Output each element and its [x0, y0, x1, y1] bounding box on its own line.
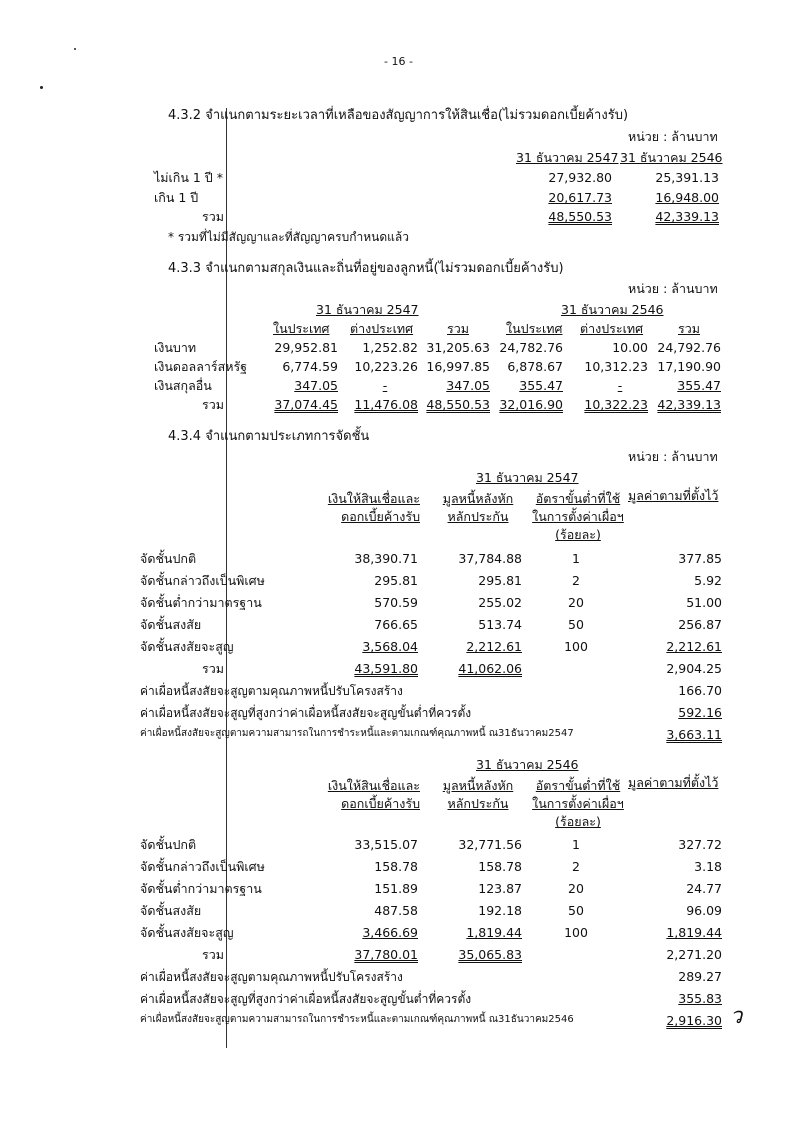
- cell-value: 31,205.63: [426, 340, 490, 355]
- cell-value: 10,223.26: [354, 359, 418, 374]
- cell-value: 1: [572, 837, 580, 852]
- cell-value: -: [382, 378, 388, 393]
- allowance-total-value: 3,663.11: [666, 727, 722, 742]
- row-label: จัดชั้นต่ำกว่ามาตรฐาน: [140, 881, 262, 896]
- cell-value: 255.02: [478, 595, 522, 610]
- cell-value: 27,932.80: [548, 170, 612, 185]
- cell-value: 38,390.71: [354, 551, 418, 566]
- total-label: รวม: [202, 661, 224, 676]
- row-label: จัดชั้นปกติ: [140, 551, 197, 566]
- allowance-label: ค่าเผื่อหนี้สงสัยจะสูญตามความสามารถในการชำระหนี้และตามเกณฑ์คุณภาพหนี้ ณ31ธันวาคม2546: [140, 1014, 574, 1025]
- allowance-label: ค่าเผื่อหนี้สงสัยจะสูญที่สูงกว่าค่าเผื่อหนี้สงสัยจะสูญขั้นต่ำที่ควรตั้ง: [140, 706, 472, 720]
- section-4-3-4-title: 4.3.4 จำแนกตามประเภทการจัดชั้น: [168, 429, 370, 444]
- cell-value: 355.47: [677, 378, 721, 393]
- cell-value: 570.59: [374, 595, 418, 610]
- row-label: เงินสกุลอื่น: [154, 378, 212, 393]
- cell-value: 295.81: [374, 573, 418, 588]
- column-header-rate: อัตราขั้นต่ำที่ใช้ในการตั้งค่าเผื่อฯ (ร้อยละ): [532, 491, 624, 543]
- cell-value: 158.78: [478, 859, 522, 874]
- subheader-foreign: ต่างประเทศ: [350, 321, 414, 336]
- cell-value: 37,784.88: [458, 551, 522, 566]
- total-value: 10,322.23: [584, 397, 648, 412]
- total-label: รวม: [202, 947, 224, 962]
- cell-value: 100: [564, 639, 588, 654]
- row-label: จัดชั้นปกติ: [140, 837, 197, 852]
- column-header-loans: เงินให้สินเชื่อและดอกเบี้ยค้างรับ: [327, 778, 420, 812]
- cell-value: -: [617, 378, 623, 393]
- cell-value: 158.78: [374, 859, 418, 874]
- section-4-3-2-title: 4.3.2 จำแนกตามระยะเวลาที่เหลือของสัญญาการให้สินเชื่อ(ไม่รวมดอกเบี้ยค้างรับ): [168, 108, 629, 123]
- total-value: 43,591.80: [354, 661, 418, 676]
- allowance-total-value: 2,916.30: [666, 1013, 722, 1028]
- column-header-2546: 31 ธันวาคม 2546: [620, 150, 723, 165]
- total-value: 42,339.13: [657, 397, 721, 412]
- allowance-value: 166.70: [678, 683, 722, 698]
- total-value: 2,271.20: [666, 947, 722, 962]
- cell-value: 50: [568, 617, 584, 632]
- cell-value: 295.81: [478, 573, 522, 588]
- allowance-label: ค่าเผื่อหนี้สงสัยจะสูญตามความสามารถในการชำระหนี้และตามเกณฑ์คุณภาพหนี้ ณ31ธันวาคม2547: [140, 728, 574, 739]
- total-value: 37,780.01: [354, 947, 418, 962]
- scan-dot: [40, 86, 43, 89]
- cell-value: 16,948.00: [655, 190, 719, 205]
- scan-dot: [74, 48, 76, 50]
- row-label: เงินบาท: [154, 340, 197, 355]
- column-header-2547: 31 ธันวาคม 2547: [516, 150, 619, 165]
- column-header-set: มูลค่าตามที่ตั้งไว้: [628, 488, 719, 503]
- cell-value: 256.87: [678, 617, 722, 632]
- subheader-domestic: ในประเทศ: [506, 321, 563, 336]
- cell-value: 151.89: [374, 881, 418, 896]
- cell-value: 347.05: [294, 378, 338, 393]
- cell-value: 32,771.56: [458, 837, 522, 852]
- cell-value: 6,878.67: [507, 359, 563, 374]
- footnote: * รวมที่ไม่มีสัญญาและที่สัญญาครบกำหนดแล้ว: [168, 230, 409, 244]
- cell-value: 1,252.82: [362, 340, 418, 355]
- cell-value: 24.77: [686, 881, 722, 896]
- cell-value: 327.72: [678, 837, 722, 852]
- cell-value: 10.00: [612, 340, 648, 355]
- cell-value: 3.18: [694, 859, 722, 874]
- allowance-label: ค่าเผื่อหนี้สงสัยจะสูญตามคุณภาพหนี้ปรับโครงสร้าง: [140, 684, 403, 698]
- cell-value: 10,312.23: [584, 359, 648, 374]
- total-value: 48,550.53: [426, 397, 490, 412]
- cell-value: 16,997.85: [426, 359, 490, 374]
- total-value: 11,476.08: [354, 397, 418, 412]
- cell-value: 192.18: [478, 903, 522, 918]
- year-header-2547: 31 ธันวาคม 2547: [476, 470, 579, 485]
- cell-value: 1,819.44: [466, 925, 522, 940]
- total-value: 2,904.25: [666, 661, 722, 676]
- cell-value: 24,792.76: [657, 340, 721, 355]
- column-header-rate: อัตราขั้นต่ำที่ใช้ในการตั้งค่าเผื่อฯ (ร้อยละ): [532, 778, 624, 830]
- column-header-net: มูลหนี้หลังหักหลักประกัน: [442, 491, 514, 525]
- section-4-3-3-title: 4.3.3 จำแนกตามสกุลเงินและถิ่นที่อยู่ของลูกหนี้(ไม่รวมดอกเบี้ยค้างรับ): [168, 261, 564, 276]
- cell-value: 25,391.13: [655, 170, 719, 185]
- unit-label: หน่วย : ล้านบาท: [628, 129, 718, 144]
- column-header-set: มูลค่าตามที่ตั้งไว้: [628, 775, 719, 790]
- cell-value: 1,819.44: [666, 925, 722, 940]
- cell-value: 2: [572, 573, 580, 588]
- cell-value: 20,617.73: [548, 190, 612, 205]
- row-label: จัดชั้นสงสัย: [140, 617, 202, 632]
- cell-value: 29,952.81: [274, 340, 338, 355]
- row-label: จัดชั้นสงสัยจะสูญ: [140, 639, 234, 654]
- column-header-loans: เงินให้สินเชื่อและดอกเบี้ยค้างรับ: [327, 491, 420, 525]
- total-value: 32,016.90: [499, 397, 563, 412]
- handwritten-initials: ว: [730, 1004, 743, 1029]
- cell-value: 513.74: [478, 617, 522, 632]
- allowance-value: 355.83: [678, 991, 722, 1006]
- unit-label: หน่วย : ล้านบาท: [628, 281, 718, 296]
- cell-value: 20: [568, 595, 584, 610]
- row-label: ไม่เกิน 1 ปี *: [154, 170, 223, 185]
- total-value: 48,550.53: [548, 209, 612, 224]
- cell-value: 123.87: [478, 881, 522, 896]
- cell-value: 2: [572, 859, 580, 874]
- page-number: - 16 -: [384, 55, 413, 68]
- cell-value: 347.05: [446, 378, 490, 393]
- unit-label: หน่วย : ล้านบาท: [628, 449, 718, 464]
- allowance-value: 289.27: [678, 969, 722, 984]
- row-label: จัดชั้นสงสัยจะสูญ: [140, 925, 234, 940]
- subheader-domestic: ในประเทศ: [273, 321, 330, 336]
- cell-value: 3,568.04: [362, 639, 418, 654]
- subheader-total: รวม: [447, 321, 469, 336]
- row-label: จัดชั้นกล่าวถึงเป็นพิเศษ: [140, 573, 265, 588]
- total-value: 42,339.13: [655, 209, 719, 224]
- allowance-value: 592.16: [678, 705, 722, 720]
- total-value: 41,062.06: [458, 661, 522, 676]
- row-label: เงินดอลลาร์สหรัฐ: [154, 359, 248, 374]
- cell-value: 2,212.61: [666, 639, 722, 654]
- cell-value: 3,466.69: [362, 925, 418, 940]
- row-label: เกิน 1 ปี: [154, 190, 199, 205]
- subheader-foreign: ต่างประเทศ: [580, 321, 644, 336]
- cell-value: 17,190.90: [657, 359, 721, 374]
- allowance-label: ค่าเผื่อหนี้สงสัยจะสูญที่สูงกว่าค่าเผื่อหนี้สงสัยจะสูญขั้นต่ำที่ควรตั้ง: [140, 992, 472, 1006]
- cell-value: 33,515.07: [354, 837, 418, 852]
- cell-value: 355.47: [519, 378, 563, 393]
- cell-value: 6,774.59: [282, 359, 338, 374]
- cell-value: 2,212.61: [466, 639, 522, 654]
- total-label: รวม: [202, 209, 224, 224]
- cell-value: 51.00: [686, 595, 722, 610]
- total-value: 35,065.83: [458, 947, 522, 962]
- cell-value: 5.92: [694, 573, 722, 588]
- cell-value: 50: [568, 903, 584, 918]
- allowance-label: ค่าเผื่อหนี้สงสัยจะสูญตามคุณภาพหนี้ปรับโครงสร้าง: [140, 970, 403, 984]
- cell-value: 766.65: [374, 617, 418, 632]
- year-header-2547: 31 ธันวาคม 2547: [316, 302, 419, 317]
- subheader-total: รวม: [678, 321, 700, 336]
- year-header-2546: 31 ธันวาคม 2546: [476, 757, 579, 772]
- total-label: รวม: [202, 397, 224, 412]
- cell-value: 377.85: [678, 551, 722, 566]
- cell-value: 100: [564, 925, 588, 940]
- cell-value: 24,782.76: [499, 340, 563, 355]
- cell-value: 1: [572, 551, 580, 566]
- column-header-net: มูลหนี้หลังหักหลักประกัน: [442, 778, 514, 812]
- cell-value: 487.58: [374, 903, 418, 918]
- cell-value: 96.09: [686, 903, 722, 918]
- row-label: จัดชั้นต่ำกว่ามาตรฐาน: [140, 595, 262, 610]
- row-label: จัดชั้นสงสัย: [140, 903, 202, 918]
- total-value: 37,074.45: [274, 397, 338, 412]
- cell-value: 20: [568, 881, 584, 896]
- year-header-2546: 31 ธันวาคม 2546: [561, 302, 664, 317]
- row-label: จัดชั้นกล่าวถึงเป็นพิเศษ: [140, 859, 265, 874]
